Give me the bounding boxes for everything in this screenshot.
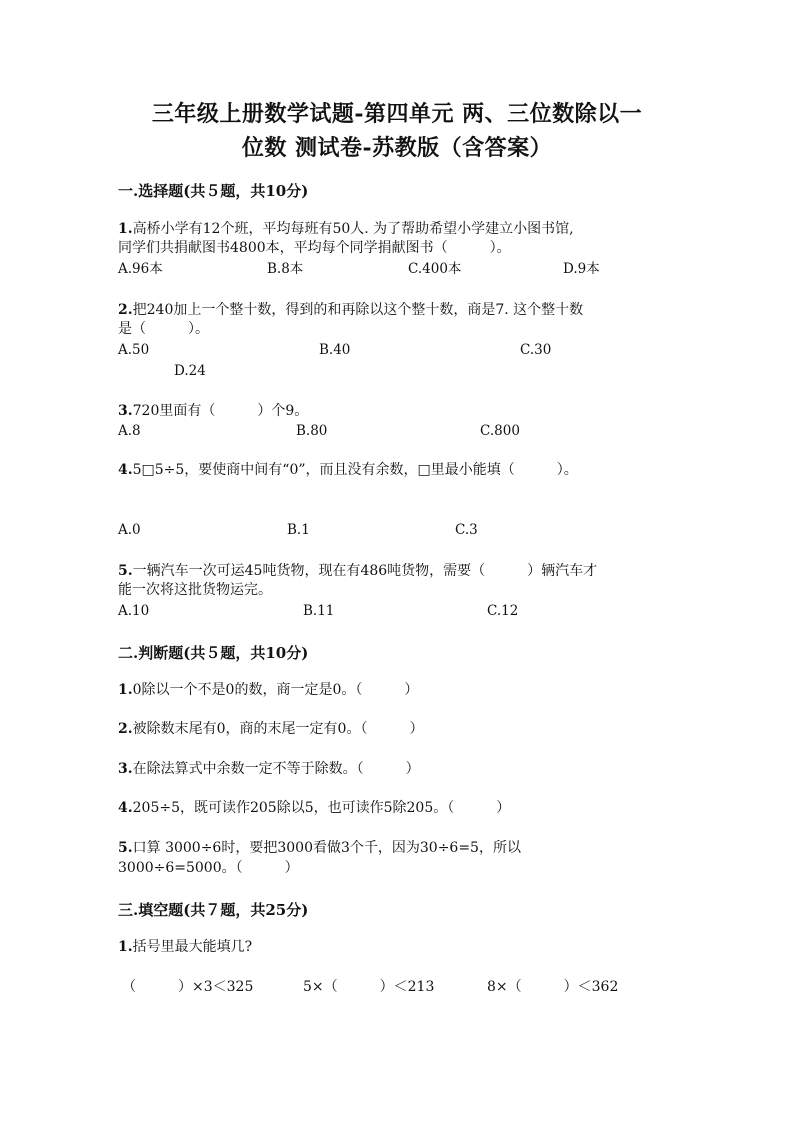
question-5-line-2: 能一次将这批货物运完。	[118, 582, 272, 598]
option-b: B.8本	[267, 261, 304, 277]
fill-blank-3: 8×（ ）＜362	[487, 979, 619, 995]
judgment-item-5-line-2: 3000÷6=5000。（ ）	[118, 860, 299, 876]
question-number: 3.	[118, 403, 133, 419]
judgment-item-2	[118, 720, 678, 738]
option-d: D.9本	[563, 261, 600, 277]
title-line-2: 位数 测试卷-苏教版（含答案）	[241, 135, 553, 161]
question-text: 一辆汽车一次可运45吨货物，现在有486吨货物，需要（ ）辆汽车才	[132, 563, 598, 579]
question-text: 205÷5，既可读作205除以5，也可读作5除205。（ ）	[132, 800, 511, 816]
judgment-item-3	[118, 760, 678, 778]
question-5	[118, 562, 678, 580]
fill-blank-1: （ ）×3＜325	[122, 979, 254, 995]
question-number: 2.	[118, 302, 133, 318]
question-number: 1.	[118, 682, 133, 698]
option-a: A.50	[118, 342, 150, 358]
question-1-line-2: 同学们共捐献图书4800本，平均每个同学捐献图书（ ）。	[118, 240, 511, 256]
judgment-item-4	[118, 799, 678, 817]
question-number: 4.	[118, 800, 133, 816]
option-b: B.80	[296, 423, 328, 439]
option-b: B.40	[319, 342, 351, 358]
question-text: 在除法算式中余数一定不等于除数。（ ）	[132, 761, 420, 777]
question-number: 5.	[118, 840, 133, 856]
judgment-item-5	[118, 839, 678, 857]
option-b: B.1	[287, 522, 310, 538]
question-text: 5□5÷5，要使商中间有“0”，而且没有余数，□里最小能填（ ）。	[132, 462, 578, 478]
fill-blank-2: 5×（ ）＜213	[303, 979, 435, 995]
question-1	[118, 220, 678, 238]
option-c: C.12	[487, 603, 519, 619]
option-b: B.11	[303, 603, 335, 619]
option-c: C.30	[520, 342, 552, 358]
question-number: 2.	[118, 721, 133, 737]
question-text: 高桥小学有12个班，平均每班有50人. 为了帮助希望小学建立小图书馆,	[132, 221, 574, 237]
question-text: 口算 3000÷6时，要把3000看做3个千，因为30÷6=5，所以	[132, 840, 521, 856]
option-d: D.24	[174, 363, 206, 379]
question-number: 4.	[118, 462, 133, 478]
option-c: C.3	[455, 522, 478, 538]
fill-question-1	[118, 938, 678, 956]
option-c: C.400本	[408, 261, 462, 277]
question-number: 3.	[118, 761, 133, 777]
option-a: A.96本	[118, 261, 163, 277]
question-text: 把240加上一个整十数，得到的和再除以这个整十数，商是7. 这个整十数	[132, 302, 584, 318]
question-text: 720里面有（ ）个9。	[132, 403, 309, 419]
question-2	[118, 301, 678, 319]
question-3	[118, 402, 678, 420]
title-line-1: 三年级上册数学试题-第四单元 两、三位数除以一	[151, 101, 643, 127]
question-number: 1.	[118, 221, 133, 237]
section-heading-choice: 一.选择题(共５题，共10分)	[118, 182, 309, 200]
section-heading-fill: 三.填空题(共７题，共25分)	[118, 901, 309, 919]
option-a: A.10	[118, 603, 150, 619]
question-number: 1.	[118, 939, 133, 955]
option-c: C.800	[480, 423, 520, 439]
question-text: 0除以一个不是0的数，商一定是0。（ ）	[132, 682, 419, 698]
judgment-item-1	[118, 681, 678, 699]
option-a: A.8	[118, 423, 141, 439]
section-heading-judgment: 二.判断题(共５题，共10分)	[118, 644, 309, 662]
option-a: A.0	[118, 522, 141, 538]
question-2-line-2: 是（ ）。	[118, 321, 209, 337]
question-number: 5.	[118, 563, 133, 579]
question-text: 被除数末尾有0，商的末尾一定有0。（ ）	[132, 721, 424, 737]
question-4	[118, 461, 678, 479]
question-text: 括号里最大能填几?	[132, 939, 253, 955]
